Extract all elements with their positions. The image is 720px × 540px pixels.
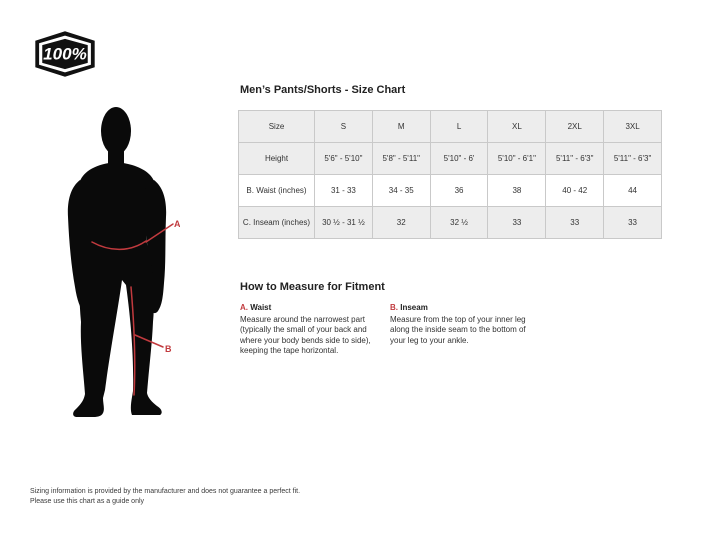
size-value-cell: 30 ½ - 31 ½: [315, 207, 373, 239]
marker-a-label: A: [174, 219, 180, 229]
size-value-cell: 5'11" - 6'3": [604, 143, 662, 175]
column-header: 2XL: [546, 111, 604, 143]
row-label: C. Inseam (inches): [239, 207, 315, 239]
logo-text: 100%: [43, 44, 87, 64]
column-header: Size: [239, 111, 315, 143]
body-silhouette-figure: [60, 104, 180, 424]
silhouette-torso: [80, 162, 154, 272]
item-letter: B.: [390, 303, 398, 312]
size-value-cell: 44: [604, 175, 662, 207]
size-value-cell: 33: [546, 207, 604, 239]
size-value-cell: 5'8" - 5'11": [372, 143, 430, 175]
size-value-cell: 40 - 42: [546, 175, 604, 207]
disclaimer-text: [30, 487, 300, 507]
measure-item-heading: [390, 303, 526, 312]
table-row-waist: [239, 175, 662, 207]
item-letter: A.: [240, 303, 248, 312]
column-header: M: [372, 111, 430, 143]
size-value-cell: 5'11" - 6'3": [546, 143, 604, 175]
size-value-cell: 31 - 33: [315, 175, 373, 207]
measure-item-heading: [240, 303, 382, 312]
silhouette-left-leg: [73, 262, 122, 417]
item-description: Measure around the narrowest part (typically the small of your back and where your body bends side to side), keeping the tape horizontal.: [240, 315, 371, 356]
table-row-inseam: [239, 207, 662, 239]
row-label: B. Waist (inches): [239, 175, 315, 207]
column-header: S: [315, 111, 373, 143]
main-content: [238, 84, 666, 357]
size-value-cell: 38: [488, 175, 546, 207]
marker-b-label: B: [165, 344, 172, 354]
disclaimer-line-1: Sizing information is provided by the manufacturer and does not guarantee a perfect fit.: [30, 488, 301, 495]
size-value-cell: 36: [430, 175, 488, 207]
measure-item-waist: [240, 303, 382, 357]
size-value-cell: 5'10" - 6'1": [488, 143, 546, 175]
page-title: Men’s Pants/Shorts - Size Chart: [240, 84, 406, 96]
item-name: Waist: [250, 303, 272, 312]
item-description: Measure from the top of your inner leg along the inside seam to the bottom of your leg to your ankle.: [390, 315, 526, 345]
row-label: Height: [239, 143, 315, 175]
column-header: 3XL: [604, 111, 662, 143]
column-header: L: [430, 111, 488, 143]
brand-logo: [33, 30, 97, 78]
size-value-cell: 33: [488, 207, 546, 239]
table-header-row: [239, 111, 662, 143]
measure-item-inseam: [390, 303, 526, 357]
column-header: XL: [488, 111, 546, 143]
item-name: Inseam: [400, 303, 428, 312]
size-value-cell: 32 ½: [430, 207, 488, 239]
table-row-height: [239, 143, 662, 175]
size-value-cell: 33: [604, 207, 662, 239]
measure-instructions: [240, 303, 666, 357]
disclaimer-line-2: Please use this chart as a guide only: [30, 497, 145, 505]
size-value-cell: 34 - 35: [372, 175, 430, 207]
size-chart-table: [238, 110, 662, 239]
size-value-cell: 32: [372, 207, 430, 239]
how-to-measure-heading: How to Measure for Fitment: [240, 281, 385, 293]
size-value-cell: 5'10" - 6': [430, 143, 488, 175]
size-value-cell: 5'6" - 5'10": [315, 143, 373, 175]
